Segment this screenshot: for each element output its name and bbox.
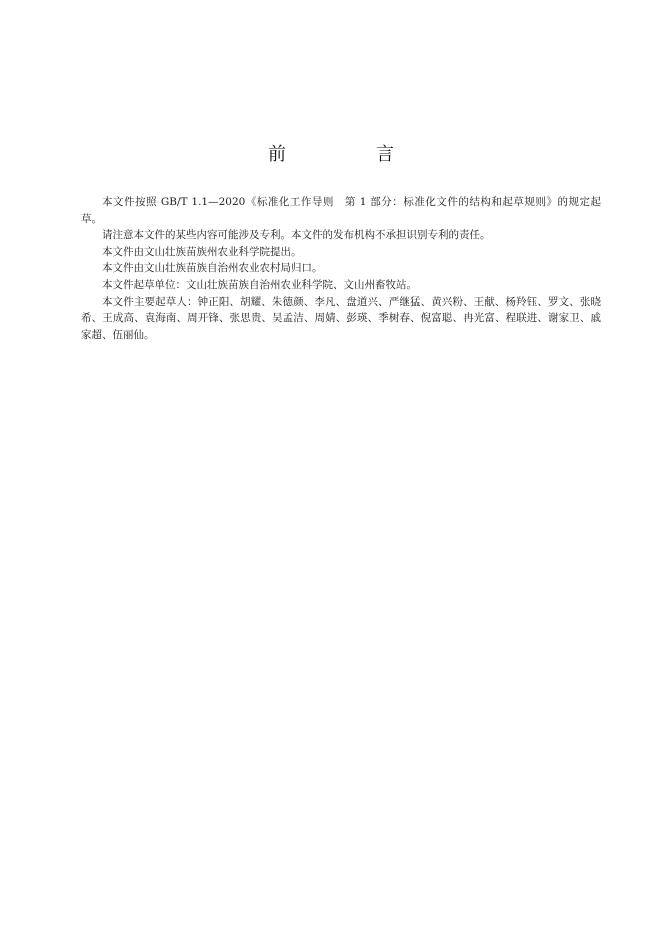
paragraph-drafting-units: 本文件起草单位：文山壮族苗族自治州农业科学院、文山州畜牧站。 <box>102 278 417 291</box>
paragraph-proposer: 本文件由文山壮族苗族州农业科学院提出。 <box>102 245 302 258</box>
page-title: 前 言 <box>268 144 430 165</box>
paragraph-drafters: 本文件主要起草人：钟正阳、胡耀、朱德颜、李凡、盘道兴、严继猛、黄兴粉、王献、杨羚钰、罗文、张晓希、王成高、袁海南、周开锋、张思贵、吴孟洁、周婧、彭瑛、季树春、倪富聪、冉光富、程联进、谢家卫、戚家超、伍丽仙。 <box>81 295 601 341</box>
paragraph-drafting-basis: 本文件按照 GB/T 1.1—2020《标准化工作导则 第 1 部分：标准化文件的结构和起草规则》的规定起草。 <box>81 196 601 225</box>
foreword-body <box>81 194 601 343</box>
paragraph-governing-body: 本文件由文山壮族苗族自治州农业农村局归口。 <box>102 262 323 275</box>
paragraph-patent-notice: 请注意本文件的某些内容可能涉及专利。本文件的发布机构不承担识别专利的责任。 <box>102 229 491 242</box>
